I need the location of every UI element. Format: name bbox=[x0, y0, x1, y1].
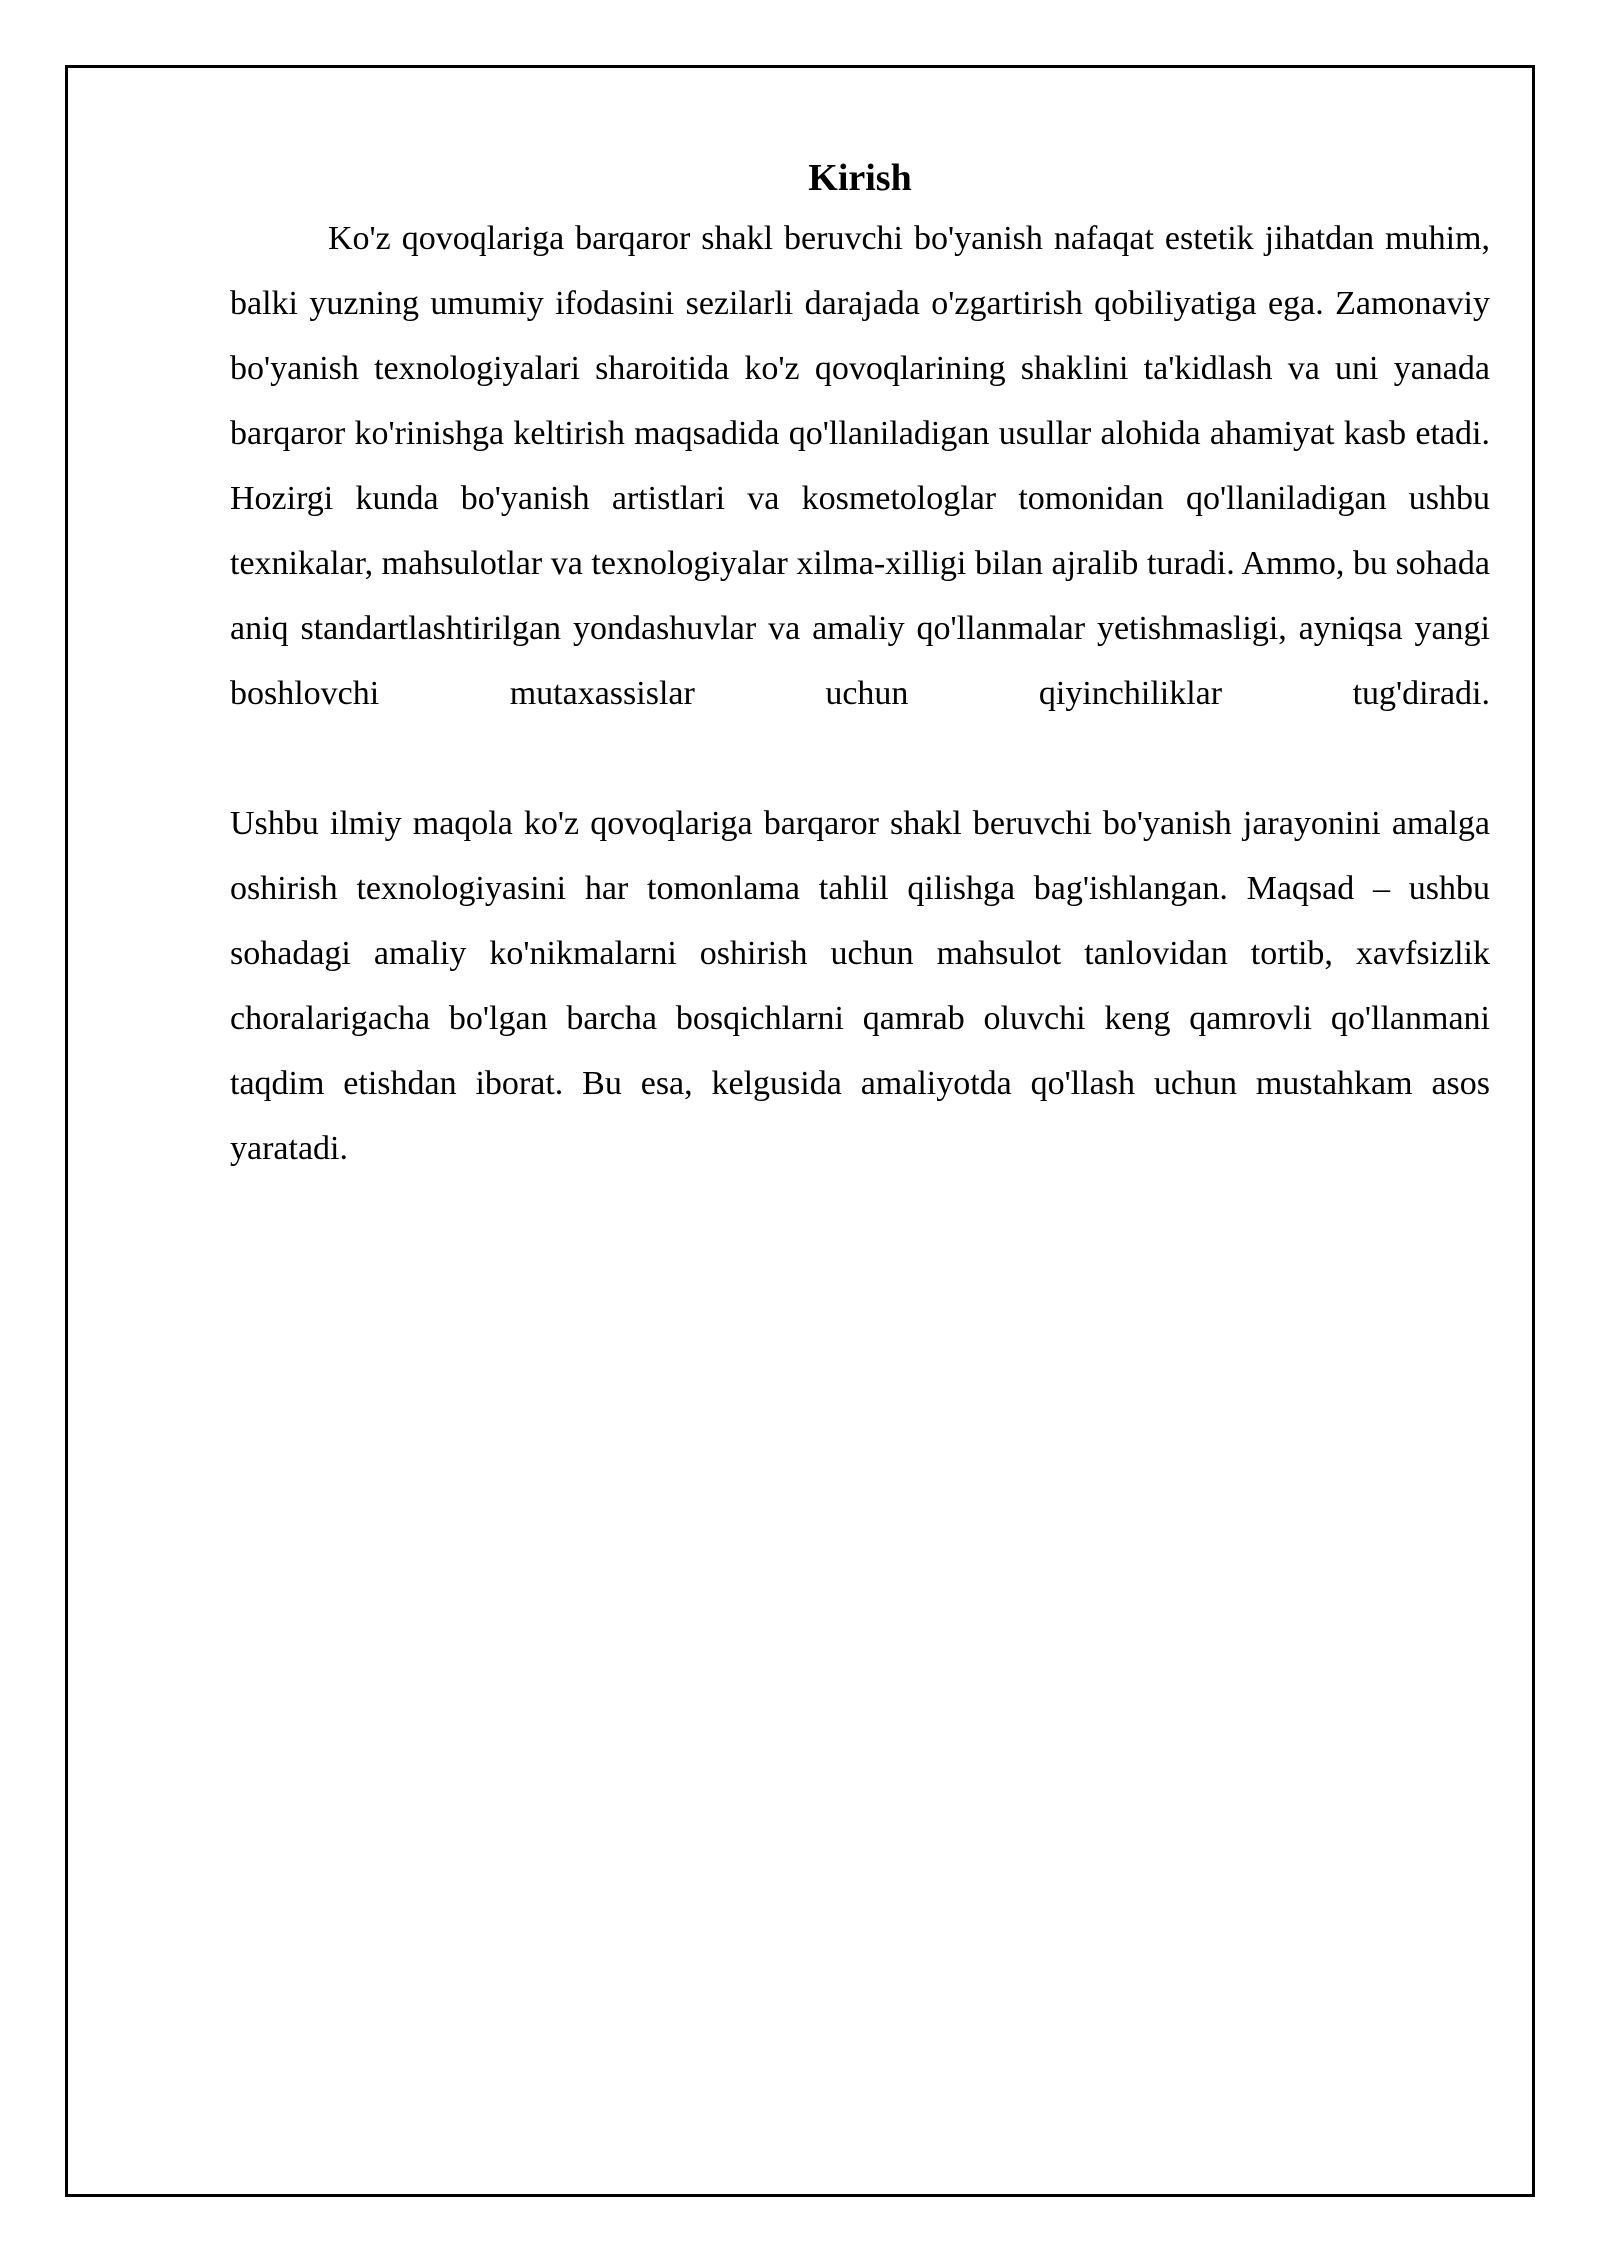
document-title: Kirish bbox=[808, 157, 912, 199]
paragraph-purpose: Ushbu ilmiy maqola ko'z qovoqlariga barqaror shakl beruvchi bo'yanish jarayonini amalga oshirish texnologiyasini har tomonlama tahlil qilishga bag'ishlangan. Maqsad – ushbu sohadagi amaliy ko'nikmalarni oshirish uchun mahsulot tanlovidan tortib, xavfsizlik choralarigacha bo'lgan barcha bosqichlarni qamrab oluvchi keng qamrovli qo'llanmani taqdim etishdan iborat. Bu esa, kelgusida amaliyotda qo'llash uchun mustahkam asos yaratadi. bbox=[230, 805, 1490, 1167]
document-body bbox=[230, 150, 1490, 1181]
paragraph-introduction: Ko'z qovoqlariga barqaror shakl beruvchi bo'yanish nafaqat estetik jihatdan muhim, balki yuzning umumiy ifodasini sezilarli darajada o'zgartirish qobiliyatiga ega. Zamonaviy bo'yanish texnologiyalari sharoitida ko'z qovoqlarining shaklini ta'kidlash va uni yanada barqaror ko'rinishga keltirish maqsadida qo'llaniladigan usullar alohida ahamiyat kasb etadi. Hozirgi kunda bo'yanish artistlari va kosmetologlar tomonidan qo'llaniladigan ushbu texnikalar, mahsulotlar va texnologiyalar xilma-xilligi bilan ajralib turadi. Ammo, bu sohada aniq standartlashtirilgan yondashuvlar va amaliy qo'llanmalar yetishmasligi, ayniqsa yangi boshlovchi mutaxassislar uchun qiyinchiliklar tug'diradi. bbox=[230, 220, 1490, 712]
